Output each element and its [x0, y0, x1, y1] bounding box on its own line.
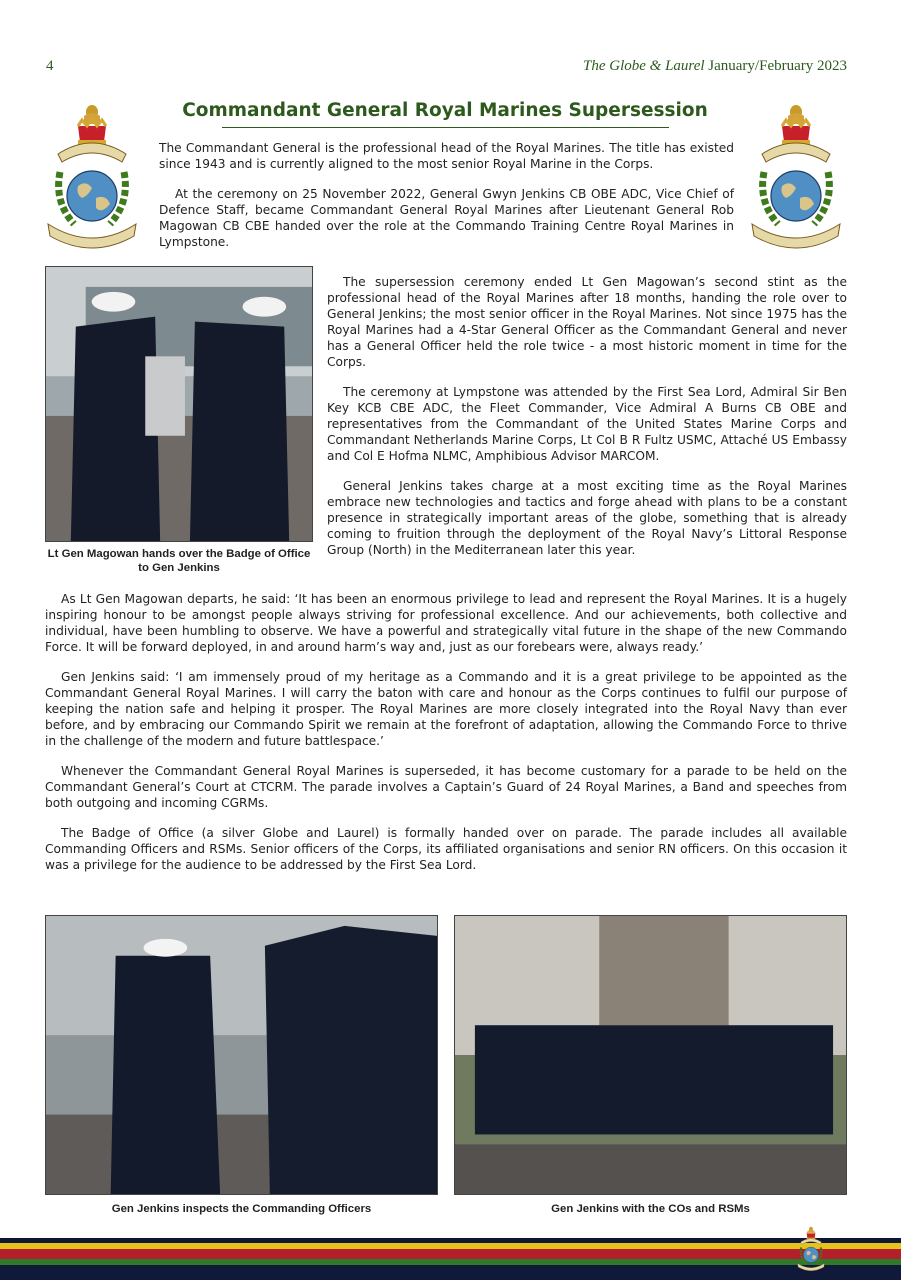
body-paragraph: As Lt Gen Magowan departs, he said: ‘It has been an enormous privilege to lead and represent the Royal Marines. It is a hugely inspiring honour to be amongst people always striving for professional excellence. And our achievements, both collective and individual, have been humbling to observe. We have a powerful and strategically vital future in the shape of the new Commando Force. It will be forward deployed, in and around harm’s way and, just as our forebears were, always ready.’ — [45, 592, 847, 654]
royal-marines-crest-icon — [44, 102, 140, 252]
magazine-title: The Globe & Laurel — [583, 58, 705, 74]
column-paragraph: General Jenkins takes charge at a most exciting time as the Royal Marines embrace new technologies and tactics and forge ahead with plans to be a constant presence in strategically important areas of the globe, something that is already coming to fruition through the deployment of the Royal Navy’s Littoral Response Group (North) in the Mediterranean later this year. — [327, 479, 847, 557]
photo-caption: Lt Gen Magowan hands over the Badge of Office to Gen Jenkins — [47, 548, 311, 574]
intro-paragraph: At the ceremony on 25 November 2022, General Gwyn Jenkins CB OBE ADC, Vice Chief of Defence Staff, became Commandant General Royal Marines after Lieutenant General Rob Magowan CB CBE handed over the role at the Commando Training Centre Royal Marines in Lympstone. — [159, 187, 734, 249]
photo-caption: Gen Jenkins inspects the Commanding Officers — [111, 1203, 372, 1215]
intro-paragraph: The Commandant General is the professional head of the Royal Marines. The title has existed since 1943 and is currently aligned to the most senior Royal Marine in the Corps. — [159, 141, 734, 171]
photo-caption: Gen Jenkins with the COs and RSMs — [551, 1203, 750, 1215]
article-column — [327, 274, 847, 558]
body-paragraph: Gen Jenkins said: ‘I am immensely proud of my heritage as a Commando and it is a great privilege to be appointed as the Commandant General Royal Marines. I will carry the baton with care and honour as the Corps continues to fulfil our purpose of keeping the nation safe and helping it prosper. The Royal Marines are more closely integrated into the Royal Navy than ever before, and by embracing our Commando Spirit we remain at the forefront of adaptation, allowing the Commando Force to thrive in the challenge of the modern and future battlespace.’ — [45, 670, 847, 748]
footer-stripes — [0, 1238, 901, 1280]
group-photo — [454, 915, 847, 1195]
body-paragraph: Whenever the Commandant General Royal Marines is superseded, it has become customary for a parade to be held on the Commandant General’s Court at CTCRM. The parade involves a Captain’s Guard of 24 Royal Marines, a Band and speeches from both outgoing and incoming CGRMs. — [45, 764, 847, 810]
handover-photo — [45, 266, 313, 542]
article-intro — [159, 140, 734, 250]
article-body — [45, 591, 847, 873]
masthead — [583, 58, 847, 75]
body-paragraph: The Badge of Office (a silver Globe and Laurel) is formally handed over on parade. The parade includes all available Commanding Officers and RSMs. Senior officers of the Corps, its affiliated organisations and senior RN officers. On this occasion it was a privilege for the audience to be addressed by the First Sea Lord. — [45, 826, 847, 872]
inspection-photo — [45, 915, 438, 1195]
page-number: 4 — [46, 58, 54, 74]
issue-date: January/February 2023 — [708, 58, 847, 74]
column-paragraph: The ceremony at Lympstone was attended by the First Sea Lord, Admiral Sir Ben Key KCB CBE ADC, the Fleet Commander, Vice Admiral A Burns CB OBE and representatives from the Commandant of the United States Marine Corps and Commandant Netherlands Marine Corps, Lt Col B R Fultz USMC, Attaché US Embassy and Col E Hofma NLMC, Amphibious Advisor MARCOM. — [327, 385, 847, 463]
page-header — [46, 58, 847, 78]
article-title: Commandant General Royal Marines Supersession — [182, 100, 708, 121]
column-paragraph: The supersession ceremony ended Lt Gen Magowan’s second stint as the professional head of the Royal Marines after 18 months, handing the role over to General Jenkins; the most senior officer in the Royal Marines. Not since 1975 has the Royal Marines had a 4-Star General Officer as the Commandant General and never has a General Officer held the role twice - a most historic moment in time for the Corps. — [327, 275, 847, 369]
royal-marines-crest-icon — [748, 102, 844, 252]
footer-crest-icon — [796, 1226, 826, 1272]
title-underline — [222, 127, 669, 128]
